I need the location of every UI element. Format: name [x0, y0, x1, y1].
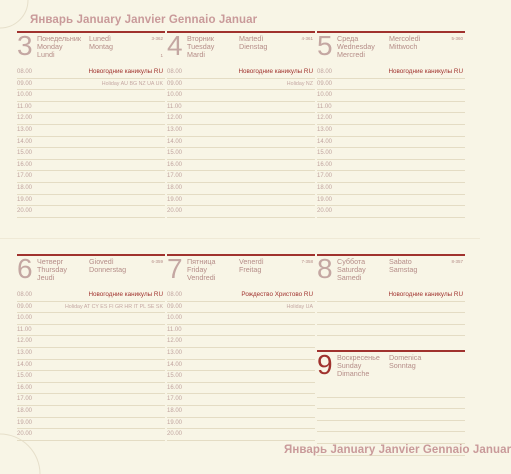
time-label: 19.00 [17, 196, 33, 203]
day-names-secondary: Venerdì Freitag [239, 257, 264, 274]
time-label: 17.00 [317, 173, 333, 180]
day-names-primary: Среда Wednesday Mercredi [337, 34, 375, 59]
time-slots [317, 67, 465, 218]
time-label: 13.00 [17, 126, 33, 133]
time-label: 19.00 [167, 196, 183, 203]
time-slot-row[interactable] [17, 206, 165, 218]
time-label: 17.00 [17, 396, 33, 403]
time-label: 18.00 [317, 184, 333, 191]
time-slot-row[interactable] [167, 371, 315, 383]
time-label: 16.00 [17, 161, 33, 168]
time-slot-row[interactable] [317, 290, 465, 302]
time-label: 14.00 [167, 361, 183, 368]
event-label: Новогодние каникулы RU [388, 291, 463, 298]
time-label: 12.00 [167, 338, 183, 345]
time-label: 10.00 [167, 92, 183, 99]
time-label: 11.00 [317, 103, 332, 110]
time-label: 10.00 [17, 315, 33, 322]
time-slot-row[interactable] [317, 125, 465, 137]
day-names-secondary: Mercoledì Mittwoch [389, 34, 421, 51]
time-slot-row[interactable] [317, 171, 465, 183]
time-slot-row[interactable] [167, 418, 315, 430]
time-slot-row[interactable] [167, 290, 315, 302]
time-slot-row[interactable] [167, 429, 315, 441]
time-label: 12.00 [17, 338, 33, 345]
time-slot-row[interactable] [317, 206, 465, 218]
day-block-9 [317, 350, 465, 456]
day-names-primary: Суббота Saturday Samedi [337, 257, 366, 282]
day-of-year-code: 8-357 [451, 259, 463, 264]
time-label: 15.00 [167, 150, 183, 157]
time-slot-row[interactable] [17, 302, 165, 314]
time-slot-row[interactable] [17, 67, 165, 79]
holiday-label: Holiday AT CY ES FI GR HR IT PL SE SK [64, 303, 163, 310]
time-slot-row[interactable] [17, 125, 165, 137]
time-slot-row[interactable] [317, 325, 465, 337]
time-slot-row[interactable] [317, 302, 465, 314]
time-label: 20.00 [17, 208, 33, 215]
time-slot-row[interactable] [167, 148, 315, 160]
time-slot-row[interactable] [167, 79, 315, 91]
day-number: 7 [167, 253, 183, 284]
day-names-secondary: Lunedì Montag [89, 34, 113, 51]
time-slot-row[interactable] [317, 313, 465, 325]
time-slot-row[interactable] [167, 137, 315, 149]
day-header [317, 253, 465, 290]
day-block-8 [317, 254, 465, 336]
time-label: 16.00 [317, 161, 333, 168]
day-header [167, 253, 315, 290]
event-label: Новогодние каникулы RU [238, 68, 313, 75]
time-label: 10.00 [317, 92, 333, 99]
time-slots [17, 290, 165, 441]
time-slot-row[interactable] [317, 195, 465, 207]
time-slot-row[interactable] [17, 102, 165, 114]
time-label: 15.00 [17, 373, 33, 380]
time-label: 16.00 [17, 384, 33, 391]
time-slot-row[interactable] [17, 418, 165, 430]
day-names-secondary: Domenica Sonntag [389, 353, 422, 370]
time-label: 14.00 [17, 361, 33, 368]
time-label: 08.00 [17, 292, 33, 298]
time-slot-row[interactable] [17, 429, 165, 441]
event-label: Новогодние каникулы RU [88, 291, 163, 298]
day-names-secondary: Martedì Dienstag [239, 34, 268, 51]
day-names-secondary: Giovedì Donnerstag [89, 257, 127, 274]
time-slot-row[interactable] [167, 336, 315, 348]
day-header [167, 30, 315, 67]
time-label: 18.00 [17, 184, 33, 191]
day-names-primary: Понедельник Monday Lundi [37, 34, 81, 59]
time-label: 13.00 [317, 126, 333, 133]
time-slot-row[interactable] [17, 148, 165, 160]
day-block-5 [317, 31, 465, 218]
time-label: 15.00 [317, 150, 333, 157]
time-slot-row[interactable] [17, 113, 165, 125]
time-slot-row[interactable] [167, 195, 315, 207]
time-label: 12.00 [317, 115, 333, 122]
time-label: 18.00 [167, 184, 183, 191]
time-slot-row[interactable] [17, 195, 165, 207]
time-label: 13.00 [17, 349, 33, 356]
time-slot-row[interactable] [17, 90, 165, 102]
time-slot-row[interactable] [317, 432, 465, 444]
time-label: 08.00 [317, 69, 333, 75]
day-of-year-code: 7-358 [301, 259, 313, 264]
time-label: 20.00 [17, 431, 33, 438]
day-number: 5 [317, 30, 333, 61]
day-number: 3 [17, 30, 33, 61]
event-label: Новогодние каникулы RU [88, 68, 163, 75]
time-slot-row[interactable] [17, 406, 165, 418]
time-slot-row[interactable] [167, 313, 315, 325]
day-number: 4 [167, 30, 183, 61]
time-label: 16.00 [167, 161, 183, 168]
time-slot-row[interactable] [17, 137, 165, 149]
time-label: 11.00 [17, 326, 32, 333]
time-slot-row[interactable] [17, 394, 165, 406]
holiday-label: Holiday UA [286, 303, 313, 310]
time-label: 19.00 [17, 419, 33, 426]
time-label: 09.00 [317, 80, 333, 87]
week-number: 1 [160, 53, 163, 58]
time-slots [317, 290, 465, 336]
time-slot-row[interactable] [167, 67, 315, 79]
time-slot-row[interactable] [167, 113, 315, 125]
time-label: 15.00 [17, 150, 33, 157]
time-label: 19.00 [317, 196, 333, 203]
time-label: 20.00 [317, 208, 333, 215]
time-label: 20.00 [167, 431, 183, 438]
time-slot-row[interactable] [317, 102, 465, 114]
time-slot-row[interactable] [317, 409, 465, 421]
day-of-year-code: 6-359 [151, 259, 163, 264]
time-label: 14.00 [17, 138, 33, 145]
time-label: 15.00 [167, 373, 183, 380]
time-label: 09.00 [17, 303, 33, 310]
day-of-year-code: 4-361 [301, 36, 313, 41]
time-label: 09.00 [167, 80, 183, 87]
holiday-label: Holiday NZ [286, 80, 313, 87]
day-block-4 [167, 31, 315, 218]
time-slot-row[interactable] [317, 67, 465, 79]
time-slot-row[interactable] [317, 90, 465, 102]
time-label: 09.00 [167, 303, 183, 310]
time-slot-row[interactable] [317, 79, 465, 91]
time-label: 13.00 [167, 126, 183, 133]
time-slot-row[interactable] [17, 313, 165, 325]
day-names-primary: Воскресенье Sunday Dimanche [337, 353, 380, 378]
time-slot-row[interactable] [17, 290, 165, 302]
time-label: 13.00 [167, 349, 183, 356]
day-header [17, 30, 165, 67]
time-label: 14.00 [317, 138, 333, 145]
time-slot-row[interactable] [167, 206, 315, 218]
day-block-6 [17, 254, 165, 441]
time-label: 08.00 [17, 69, 33, 75]
time-slot-row[interactable] [167, 125, 315, 137]
time-slot-row[interactable] [17, 336, 165, 348]
time-label: 11.00 [17, 103, 32, 110]
time-slot-row[interactable] [167, 160, 315, 172]
time-slot-row[interactable] [317, 386, 465, 398]
time-label: 11.00 [167, 326, 182, 333]
time-label: 20.00 [167, 208, 183, 215]
holiday-label: Holiday AU BG NZ UA UK [101, 80, 163, 87]
day-header [317, 349, 465, 386]
time-label: 17.00 [167, 396, 183, 403]
time-slot-row[interactable] [317, 113, 465, 125]
time-slot-row[interactable] [17, 79, 165, 91]
day-of-year-code: 3-362 [151, 36, 163, 41]
day-header [317, 30, 465, 67]
time-label: 19.00 [167, 419, 183, 426]
time-label: 08.00 [167, 292, 183, 298]
time-slot-row[interactable] [317, 421, 465, 433]
time-slots [167, 67, 315, 218]
time-slot-row[interactable] [167, 394, 315, 406]
time-label: 10.00 [17, 92, 33, 99]
time-slot-row[interactable] [17, 383, 165, 395]
day-block-3 [17, 31, 165, 218]
day-block-7 [167, 254, 315, 441]
day-names-secondary: Sabato Samstag [389, 257, 418, 274]
day-names-primary: Четверг Thursday Jeudi [37, 257, 67, 282]
day-names-primary: Пятница Friday Vendredi [187, 257, 216, 282]
time-slots [17, 67, 165, 218]
page-divider [0, 238, 480, 239]
time-slot-row[interactable] [167, 406, 315, 418]
event-label: Рождество Христово RU [241, 291, 313, 298]
time-slot-row[interactable] [167, 302, 315, 314]
time-label: 17.00 [17, 173, 33, 180]
time-slot-row[interactable] [317, 398, 465, 410]
time-slot-row[interactable] [167, 183, 315, 195]
month-title-bottom: Январь January Janvier Gennaio Januar [284, 444, 511, 456]
time-label: 10.00 [167, 315, 183, 322]
day-number: 9 [317, 349, 333, 380]
time-label: 18.00 [167, 407, 183, 414]
month-title: Январь January Janvier Gennaio Januar [30, 14, 258, 26]
time-slot-row[interactable] [17, 371, 165, 383]
day-number: 8 [317, 253, 333, 284]
time-slot-row[interactable] [17, 360, 165, 372]
time-slot-row[interactable] [317, 183, 465, 195]
time-label: 17.00 [167, 173, 183, 180]
time-label: 08.00 [167, 69, 183, 75]
day-number: 6 [17, 253, 33, 284]
time-label: 16.00 [167, 384, 183, 391]
time-label: 12.00 [167, 115, 183, 122]
time-slot-row[interactable] [167, 360, 315, 372]
time-slot-row[interactable] [17, 160, 165, 172]
day-of-year-code: 5-360 [451, 36, 463, 41]
time-slot-row[interactable] [17, 171, 165, 183]
time-label: 14.00 [167, 138, 183, 145]
time-label: 09.00 [17, 80, 33, 87]
time-slot-row[interactable] [17, 348, 165, 360]
time-slots [167, 290, 315, 441]
time-slot-row[interactable] [317, 160, 465, 172]
time-slot-row[interactable] [167, 383, 315, 395]
time-slot-row[interactable] [17, 325, 165, 337]
day-header [17, 253, 165, 290]
event-label: Новогодние каникулы RU [388, 68, 463, 75]
time-slot-row[interactable] [167, 102, 315, 114]
time-label: 11.00 [167, 103, 182, 110]
time-slot-row[interactable] [167, 90, 315, 102]
time-label: 18.00 [17, 407, 33, 414]
time-slot-row[interactable] [317, 137, 465, 149]
time-slot-row[interactable] [167, 348, 315, 360]
time-slot-row[interactable] [17, 183, 165, 195]
time-slot-row[interactable] [317, 148, 465, 160]
time-label: 12.00 [17, 115, 33, 122]
time-slot-row[interactable] [167, 325, 315, 337]
time-slot-row[interactable] [167, 171, 315, 183]
day-names-primary: Вторник Tuesday Mardi [187, 34, 215, 59]
